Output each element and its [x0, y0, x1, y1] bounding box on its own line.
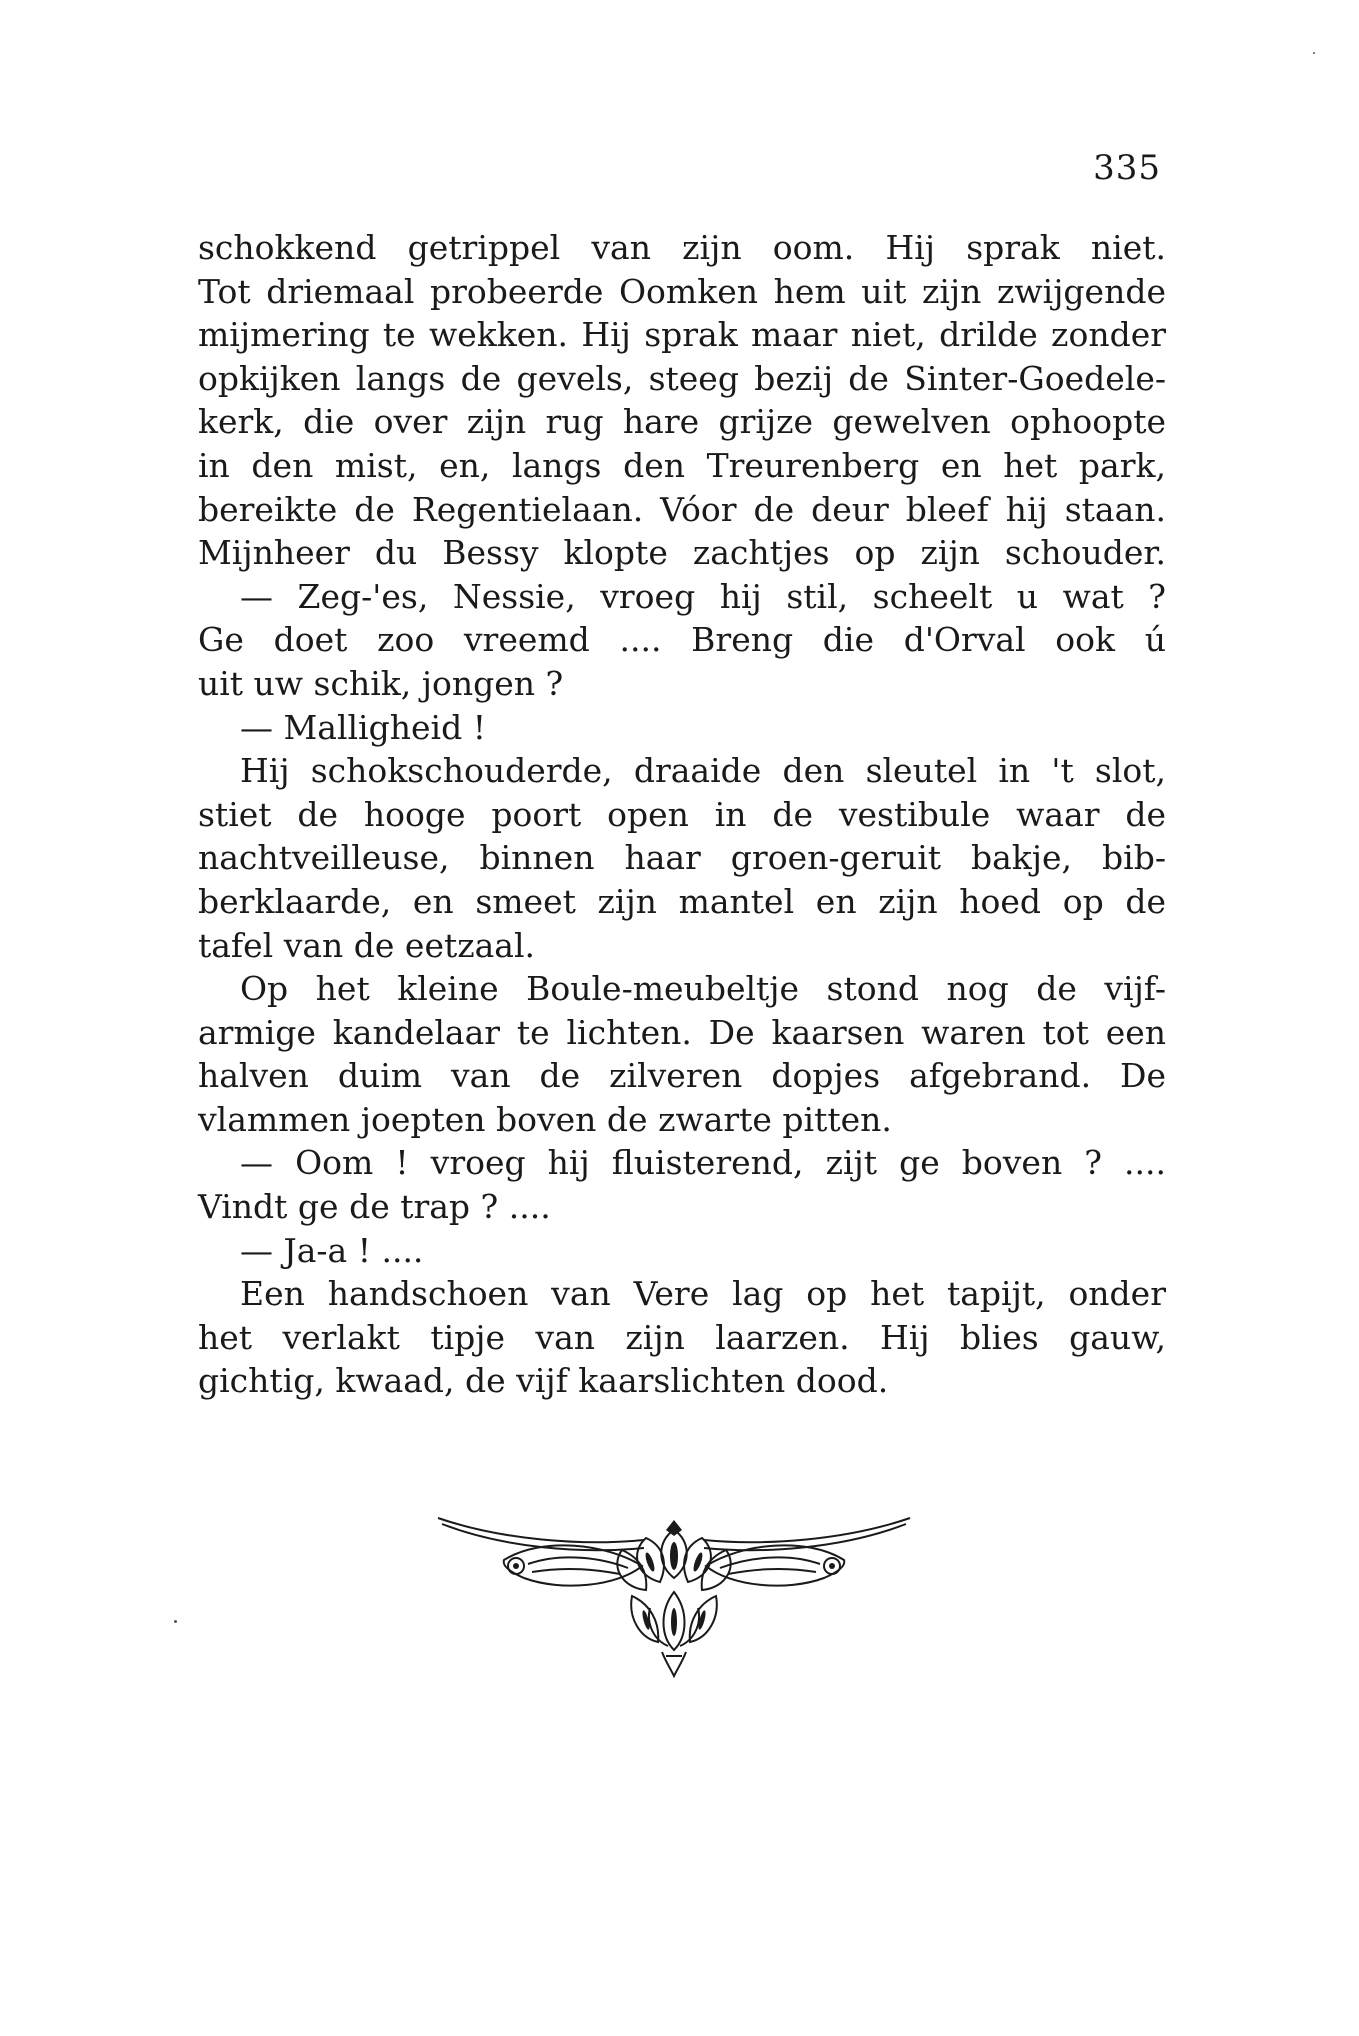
- page-speck: [1313, 52, 1315, 54]
- text-line: armige kandelaar te lichten. De kaarsen waren tot een: [198, 1012, 1166, 1052]
- text-line: Op het kleine Boule-meubeltje stond nog de vijf-: [240, 969, 1166, 1009]
- text-line: vlammen joepten boven de zwarte pitten.: [198, 1099, 892, 1139]
- text-line: kerk, die over zijn rug hare grijze gewelven ophoopte: [198, 402, 1166, 442]
- text-line: Tot driemaal probeerde Oomken hem uit zijn zwijgende: [198, 271, 1166, 311]
- text-line: mijmering te wekken. Hij sprak maar niet, drilde zonder: [198, 315, 1166, 355]
- page-number: 335: [1093, 148, 1161, 188]
- text-line: nachtveilleuse, binnen haar groen-geruit bakje, bib-: [198, 838, 1166, 878]
- text-line: Ge doet zoo vreemd .... Breng die d'Orval ook ú: [198, 620, 1166, 660]
- text-line: uit uw schik, jongen ?: [198, 663, 564, 703]
- text-line: halven duim van de zilveren dopjes afgebrand. De: [198, 1056, 1166, 1096]
- text-line: schokkend getrippel van zijn oom. Hij sprak niet.: [198, 228, 1166, 267]
- text-line: — Malligheid !: [240, 707, 486, 747]
- text-line: het verlakt tipje van zijn laarzen. Hij blies gauw,: [198, 1317, 1166, 1357]
- body-text: [198, 226, 1166, 1403]
- text-line: Hij schokschouderde, draaide den sleutel in 't slot,: [240, 751, 1166, 791]
- text-line: berklaarde, en smeet zijn mantel en zijn hoed op de: [198, 881, 1166, 921]
- text-line: Mijnheer du Bessy klopte zachtjes op zijn schouder.: [198, 533, 1166, 573]
- page-speck: [174, 1620, 177, 1623]
- text-line: gichtig, kwaad, de vijf kaarslichten dood.: [198, 1361, 889, 1401]
- text-line: tafel van de eetzaal.: [198, 925, 536, 965]
- text-line: — Oom ! vroeg hij fluisterend, zijt ge boven ? ....: [240, 1143, 1166, 1183]
- text-line: — Ja-a ! ....: [240, 1230, 424, 1270]
- text-line: in den mist, en, langs den Treurenberg en het park,: [198, 445, 1166, 485]
- text-line: Vindt ge de trap ? ....: [198, 1187, 551, 1227]
- text-line: — Zeg-'es, Nessie, vroeg hij stil, scheelt u wat ?: [240, 576, 1166, 616]
- text-line: bereikte de Regentielaan. Vóor de deur bleef hij staan.: [198, 489, 1166, 529]
- fleuron-ornament-icon: [432, 1500, 916, 1680]
- text-line: Een handschoen van Vere lag op het tapijt, onder: [240, 1274, 1166, 1314]
- text-line: stiet de hooge poort open in de vestibule waar de: [198, 794, 1166, 834]
- text-line: opkijken langs de gevels, steeg bezij de Sinter-Goedele-: [198, 358, 1166, 398]
